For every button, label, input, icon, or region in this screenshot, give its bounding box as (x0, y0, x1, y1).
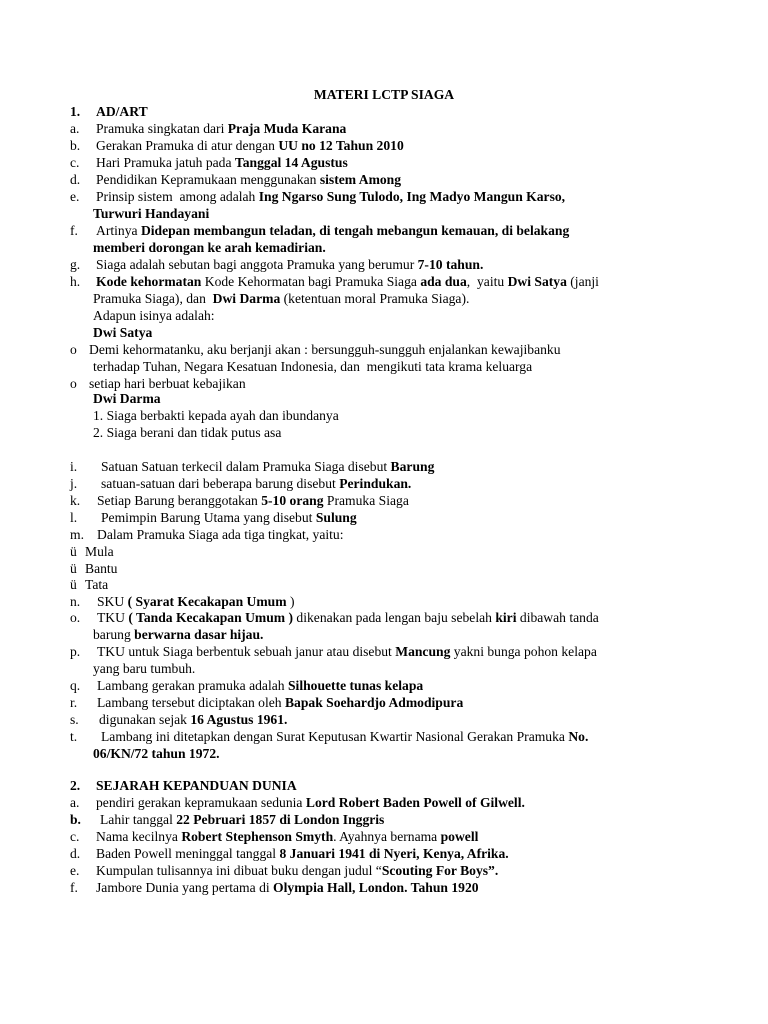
list-marker: ü (70, 544, 77, 559)
line-text: pendiri gerakan kepramukaan sedunia Lord Robert Baden Powell of Gilwell. (96, 795, 525, 810)
list-marker: d. (70, 846, 81, 861)
line-text: Satuan Satuan terkecil dalam Pramuka Siaga disebut Barung (101, 459, 435, 474)
line-text: Lambang gerakan pramuka adalah Silhouette tunas kelapa (97, 678, 424, 693)
line-text: Pramuka Siaga), dan Dwi Darma (ketentuan moral Pramuka Siaga). (93, 291, 470, 306)
list-marker: b. (70, 138, 81, 153)
list-marker: c. (70, 155, 80, 170)
list-marker: o (70, 376, 77, 391)
line-text: Dalam Pramuka Siaga ada tiga tingkat, yaitu: (97, 527, 344, 542)
line-text: Pendidikan Kepramukaan menggunakan sistem Among (96, 172, 402, 187)
line-text: Pemimpin Barung Utama yang disebut Sulung (101, 510, 357, 525)
line-text: Adapun isinya adalah: (93, 308, 215, 323)
line-text: Lambang ini ditetapkan dengan Surat Keputusan Kwartir Nasional Gerakan Pramuka No. (101, 729, 589, 744)
list-marker: r. (70, 695, 78, 710)
list-marker: f. (70, 223, 78, 238)
line-text: 1. Siaga berbakti kepada ayah dan ibundanya (93, 408, 339, 423)
list-marker: o. (70, 610, 81, 625)
list-marker: i. (70, 459, 78, 474)
list-marker: q. (70, 678, 81, 693)
list-marker: f. (70, 880, 78, 895)
line-text: SEJARAH KEPANDUAN DUNIA (96, 778, 297, 793)
list-marker: s. (70, 712, 79, 727)
line-text: AD/ART (96, 104, 148, 119)
line-text: Turwuri Handayani (93, 206, 210, 221)
line-text: Dwi Satya (93, 325, 153, 340)
list-marker: e. (70, 863, 80, 878)
list-marker: n. (70, 594, 81, 609)
line-text: Prinsip sistem among adalah Ing Ngarso Sung Tulodo, Ing Madyo Mangun Karso, (96, 189, 566, 204)
line-text: Jambore Dunia yang pertama di Olympia Hall, London. Tahun 1920 (96, 880, 479, 895)
line-text: Bantu (85, 561, 118, 576)
list-marker: h. (70, 274, 81, 289)
line-text: Siaga adalah sebutan bagi anggota Pramuka yang berumur 7-10 tahun. (96, 257, 484, 272)
list-marker: b. (70, 812, 81, 827)
list-marker: a. (70, 795, 80, 810)
line-text: 06/KN/72 tahun 1972. (93, 746, 220, 761)
list-marker: j. (70, 476, 78, 491)
line-text: Kode kehormatan Kode Kehormatan bagi Pramuka Siaga ada dua, yaitu Dwi Satya (janji (96, 274, 599, 289)
line-text: Demi kehormatanku, aku berjanji akan : bersungguh-sungguh enjalankan kewajibanku (89, 342, 561, 357)
line-text: Gerakan Pramuka di atur dengan UU no 12 Tahun 2010 (96, 138, 404, 153)
list-marker: g. (70, 257, 81, 272)
list-marker: o (70, 342, 77, 357)
line-text: 2. Siaga berani dan tidak putus asa (93, 425, 282, 440)
list-marker: p. (70, 644, 81, 659)
line-text: Lambang tersebut diciptakan oleh Bapak Soehardjo Admodipura (97, 695, 464, 710)
line-text: memberi dorongan ke arah kemadirian. (93, 240, 326, 255)
list-marker: d. (70, 172, 81, 187)
line-text: satuan-satuan dari beberapa barung disebut Perindukan. (101, 476, 412, 491)
line-text: Artinya Didepan membangun teladan, di tengah mebangun kemauan, di belakang (96, 223, 570, 238)
list-marker: k. (70, 493, 81, 508)
line-text: Mula (85, 544, 114, 559)
line-text: Setiap Barung beranggotakan 5-10 orang Pramuka Siaga (97, 493, 409, 508)
line-text: TKU untuk Siaga berbentuk sebuah janur atau disebut Mancung yakni bunga pohon kelapa (97, 644, 597, 659)
line-text: Hari Pramuka jatuh pada Tanggal 14 Agustus (96, 155, 348, 170)
line-text: Tata (85, 577, 109, 592)
page-title: MATERI LCTP SIAGA (313, 87, 455, 102)
line-text: Baden Powell meninggal tanggal 8 Januari 1941 di Nyeri, Kenya, Afrika. (96, 846, 509, 861)
line-text: Kumpulan tulisannya ini dibuat buku dengan judul “Scouting For Boys”. (96, 863, 499, 878)
line-text: Dwi Darma (93, 391, 161, 406)
list-marker: 1. (70, 104, 81, 119)
line-text: TKU ( Tanda Kecakapan Umum ) dikenakan pada lengan baju sebelah kiri dibawah tanda (97, 610, 599, 625)
line-text: yang baru tumbuh. (93, 661, 196, 676)
list-marker: l. (70, 510, 78, 525)
list-marker: t. (70, 729, 78, 744)
list-marker: ü (70, 577, 77, 592)
list-marker: 2. (70, 778, 81, 793)
line-text: digunakan sejak 16 Agustus 1961. (99, 712, 288, 727)
line-text: terhadap Tuhan, Negara Kesatuan Indonesia, dan mengikuti tata krama keluarga (93, 359, 533, 374)
list-marker: m. (70, 527, 84, 542)
line-text: SKU ( Syarat Kecakapan Umum ) (97, 594, 295, 609)
line-text: barung berwarna dasar hijau. (93, 627, 264, 642)
list-marker: c. (70, 829, 80, 844)
list-marker: e. (70, 189, 80, 204)
line-text: Lahir tanggal 22 Pebruari 1857 di London Inggris (100, 812, 385, 827)
list-marker: a. (70, 121, 80, 136)
list-marker: ü (70, 561, 77, 576)
line-text: Pramuka singkatan dari Praja Muda Karana (96, 121, 347, 136)
line-text: setiap hari berbuat kebajikan (89, 376, 246, 391)
line-text: Nama kecilnya Robert Stephenson Smyth. Ayahnya bernama powell (96, 829, 479, 844)
